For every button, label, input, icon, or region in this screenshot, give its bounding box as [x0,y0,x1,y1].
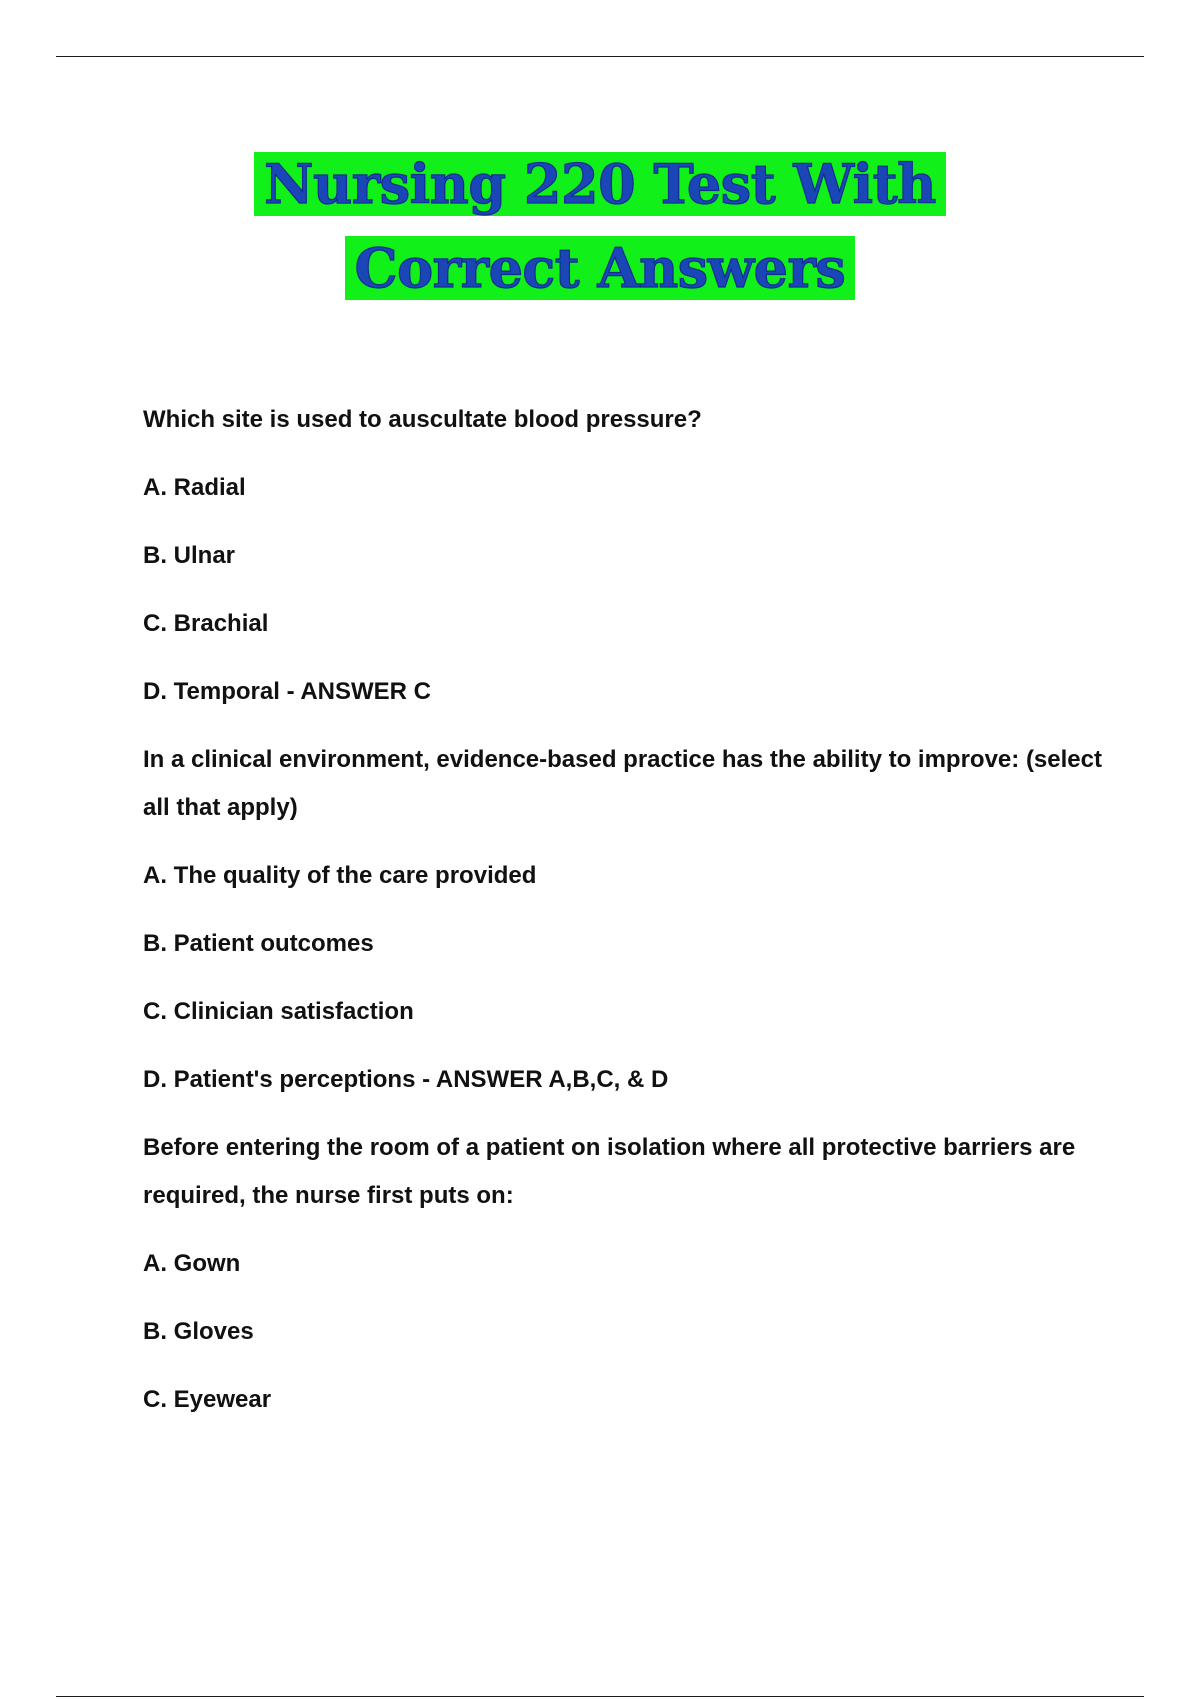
question-2-text: In a clinical environment, evidence-based practice has the ability to improve: (select all that apply) [143,746,1102,821]
question-1-text: Which site is used to auscultate blood pressure? [143,406,702,433]
question-1-option-c: C. Brachial [143,610,269,637]
question-3-option-c: C. Eyewear [143,1386,272,1413]
question-3-text: Before entering the room of a patient on isolation where all protective barriers are required, the nurse first puts on: [143,1134,1076,1209]
question-3-option-b: B. Gloves [143,1318,254,1345]
question-1-option-a: A. Radial [143,474,246,501]
question-2-option-d-answer: D. Patient's perceptions - ANSWER A,B,C, & D [143,1066,669,1093]
title-block [0,142,1200,310]
document-title: Nursing 220 Test With Correct Answers [254,152,946,300]
question-2-option-b: B. Patient outcomes [143,930,374,957]
bottom-rule [56,1696,1144,1697]
question-2-option-c: C. Clinician satisfaction [143,998,414,1025]
question-1-option-d-answer: D. Temporal - ANSWER C [143,678,432,705]
question-list [143,396,1103,1444]
question-3-option-a: A. Gown [143,1250,241,1277]
question-2-option-a: A. The quality of the care provided [143,862,537,889]
top-rule [56,56,1144,57]
question-1-option-b: B. Ulnar [143,542,236,569]
